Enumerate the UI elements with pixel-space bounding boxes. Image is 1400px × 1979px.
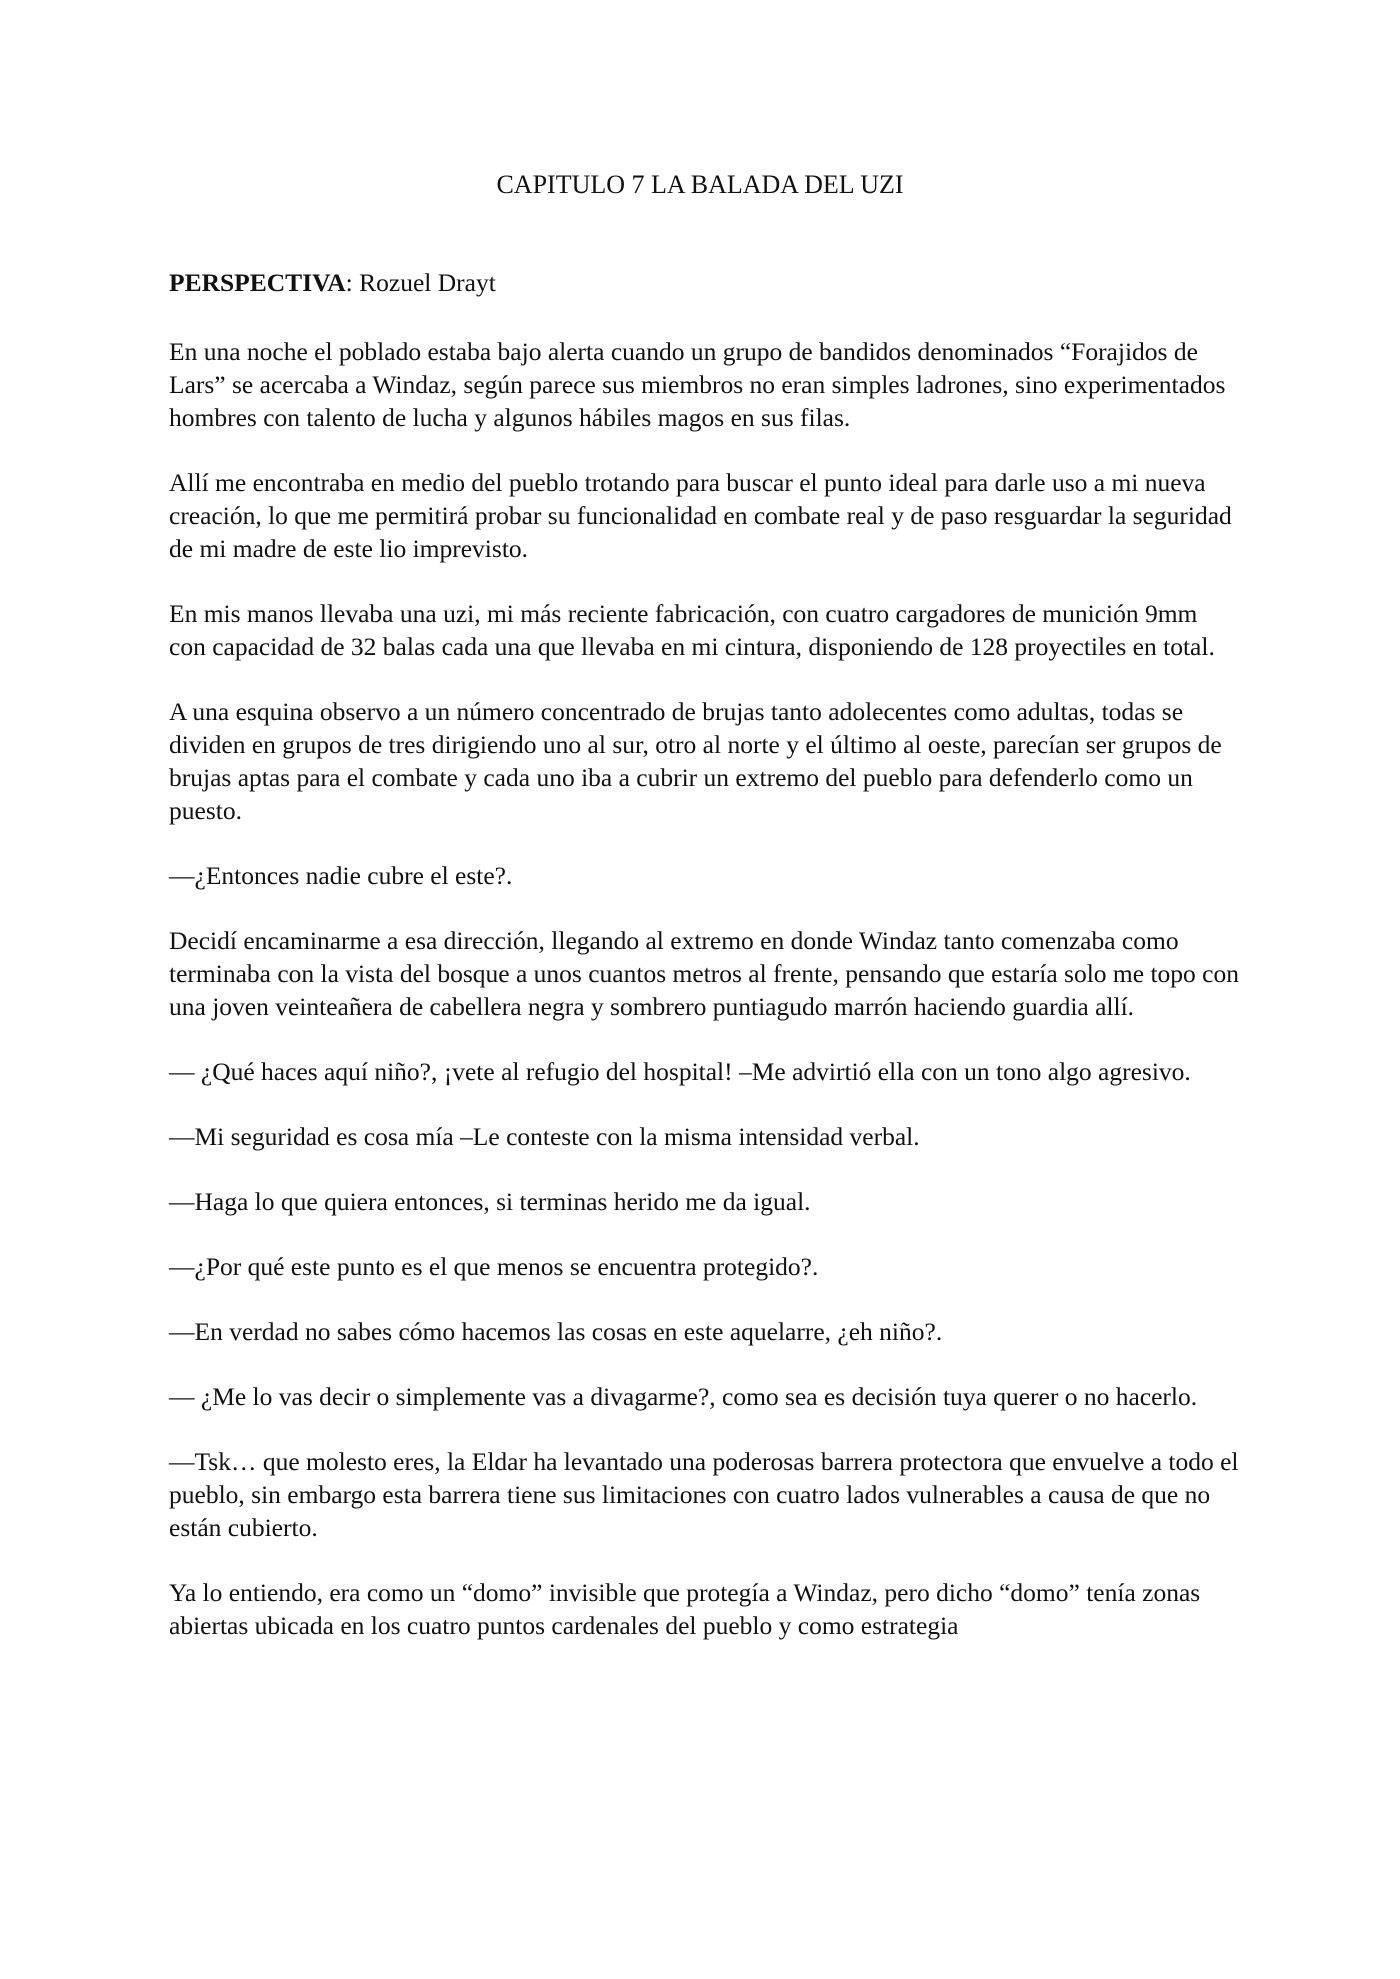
dialogue-line: —¿Entonces nadie cubre el este?.	[169, 861, 513, 890]
dialogue-line: —Mi seguridad es cosa mía –Le conteste con la misma intensidad verbal.	[169, 1122, 920, 1151]
dialogue-line: — ¿Qué haces aquí niño?, ¡vete al refugio del hospital! –Me advirtió ella con un tono algo agresivo.	[169, 1057, 1191, 1086]
paragraph: Decidí encaminarme a esa dirección, llegando al extremo en donde Windaz tanto comenzaba como terminaba con la vista del bosque a unos cuantos metros al frente, pensando que estaría solo me topo con una joven veinteañera de cabellera negra y sombrero puntiagudo marrón haciendo guardia allí.	[169, 926, 1239, 1021]
perspective-label: PERSPECTIVA	[169, 268, 346, 297]
chapter-title: CAPITULO 7 LA BALADA DEL UZI	[496, 170, 904, 199]
perspective-value: Rozuel Drayt	[352, 268, 496, 297]
paragraph: En mis manos llevaba una uzi, mi más reciente fabricación, con cuatro cargadores de munición 9mm con capacidad de 32 balas cada una que llevaba en mi cintura, disponiendo de 128 proyectiles en total.	[169, 599, 1215, 661]
paragraph: A una esquina observo a un número concentrado de brujas tanto adolecentes como adultas, todas se dividen en grupos de tres dirigiendo uno al sur, otro al norte y el último al oeste, parecían ser grupos de brujas aptas para el combate y cada uno iba a cubrir un extremo del pueblo para defenderlo como un puesto.	[169, 697, 1222, 825]
perspective-separator: :	[345, 268, 353, 297]
dialogue-line: —¿Por qué este punto es el que menos se encuentra protegido?.	[169, 1252, 819, 1281]
paragraph: En una noche el poblado estaba bajo alerta cuando un grupo de bandidos denominados “Forajidos de Lars” se acercaba a Windaz, según parece sus miembros no eran simples ladrones, sino experimentados hombres con talento de lucha y algunos hábiles magos en sus filas.	[169, 337, 1226, 432]
perspective-line	[169, 266, 1239, 299]
dialogue-line: —En verdad no sabes cómo hacemos las cosas en este aquelarre, ¿eh niño?.	[169, 1317, 943, 1346]
dialogue-line: — ¿Me lo vas decir o simplemente vas a divagarme?, como sea es decisión tuya querer o no hacerlo.	[169, 1382, 1198, 1411]
paragraph: Ya lo entiendo, era como un “domo” invisible que protegía a Windaz, pero dicho “domo” tenía zonas abiertas ubicada en los cuatro puntos cardenales del pueblo y como estrategia	[169, 1578, 1201, 1640]
document-body	[169, 266, 1239, 1674]
dialogue-line: —Tsk… que molesto eres, la Eldar ha levantado una poderosas barrera protectora que envuelve a todo el pueblo, sin embargo esta barrera tiene sus limitaciones con cuatro lados vulnerables a causa de que no están cubierto.	[169, 1447, 1239, 1542]
dialogue-line: —Haga lo que quiera entonces, si terminas herido me da igual.	[169, 1187, 811, 1216]
paragraph: Allí me encontraba en medio del pueblo trotando para buscar el punto ideal para darle uso a mi nueva creación, lo que me permitirá probar su funcionalidad en combate real y de paso resguardar la seguridad de mi madre de este lio imprevisto.	[169, 468, 1232, 563]
